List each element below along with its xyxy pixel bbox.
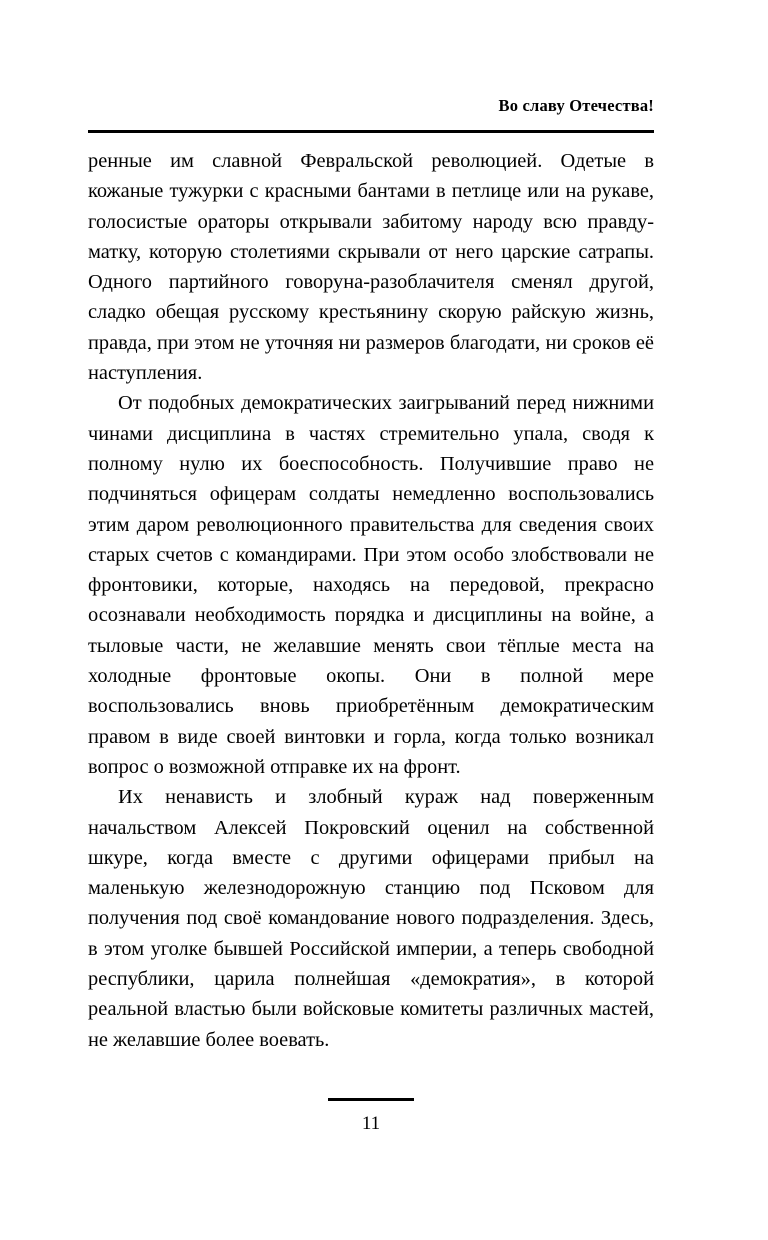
- running-title: Во славу Отечества!: [498, 96, 654, 115]
- paragraph-2: От подобных демократических заигрываний перед нижними чинами дисциплина в частях стремительно упала, сводя к полному нулю их боеспособность. Получившие право не подчиняться офицерам солдаты немедленно воспользовались этим даром революционного правительства для сведения своих старых счетов с командирами. При этом особо злобствовали не фронтовики, которые, находясь на передовой, прекрасно осознавали необходимость порядка и дисциплины на войне, а тыловые части, не желавшие менять свои тёплые места на холодные фронтовые окопы. Они в полной мере воспользовались вновь приобретённым демократическим правом в виде своей винтовки и горла, когда только возникал вопрос о возможной отправке их на фронт.: [88, 392, 654, 778]
- paragraph-3: Их ненависть и злобный кураж над поверженным начальством Алексей Покровский оценил на собственной шкуре, когда вместе с другими офицерами прибыл на маленькую железнодорожную станцию под Псковом для получения под своё командование нового подразделения. Здесь, в этом уголке бывшей Российской империи, а теперь свободной республики, царила полнейшая «демократия», в которой реальной властью были войсковые комитеты различных мастей, не желавшие более воевать.: [88, 786, 654, 1051]
- page-number: 11: [361, 1112, 381, 1134]
- page-header: [88, 96, 654, 116]
- header-divider: [88, 130, 654, 133]
- page-footer: [88, 1098, 654, 1135]
- page-body: [88, 146, 654, 1055]
- paragraph-1: ренные им славной Февральской революцией. Одетые в кожаные тужурки с красными бантами в петлице или на рукаве, голосистые ораторы открывали забитому народу всю правду-матку, которую столетиями скрывали от него царские сатрапы. Одного партийного говоруна-разоблачителя сменял другой, сладко обещая русскому крестьянину скорую райскую жизнь, правда, при этом не уточняя ни размеров благодати, ни сроков её наступления.: [88, 150, 654, 385]
- footer-divider: [328, 1098, 414, 1101]
